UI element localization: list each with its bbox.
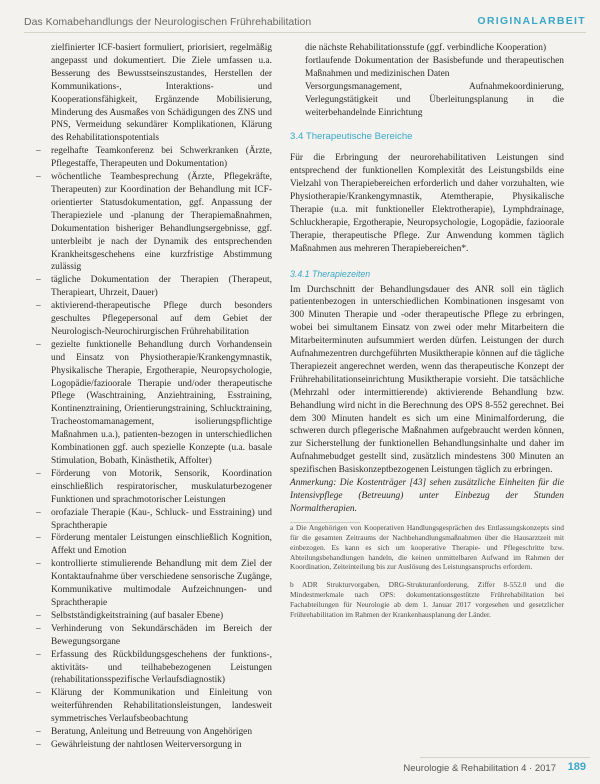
list-item: – tägliche Dokumentation der Therapien (Therapeut, Therapieart, Uhrzeit, Dauer): [36, 274, 272, 300]
measures-list: [36, 145, 272, 752]
intro-paragraph: zielfinierter ICF-basiert formuliert, priorisiert, regelmäßig angepasst und dokumentiert. Die Ziele umfassen u.a. Besserung des Bewusstseinszustandes, Herstellen der Kommunikations-, Interaktions- und Kooperationsfähigkeit, Ergänzende Mobilisierung, Minderung des Ausmaßes von Schädigungen des ZNS und PNS, Vermeidung sekundärer Komplikationen, Klärung des Rehabilitationspotentials: [51, 43, 272, 144]
journal-citation: Neurologie & Rehabilitation 4 · 2017: [403, 763, 556, 774]
subsection-heading: 3.4.1 Therapiezeiten: [290, 268, 371, 279]
list-item: – Selbstständigkeitstraining (auf basaler Ebene): [36, 610, 272, 623]
list-item: – Beratung, Anleitung und Betreuung von Angehörigen: [36, 726, 272, 739]
list-item: – orofaziale Therapie (Kau-, Schluck- und Esstraining) und Sprachtherapie: [36, 507, 272, 533]
list-item: – aktivierend-therapeutische Pflege durch besonders geschultes Pflegepersonal auf dem Gebiet der Neurologisch-Neurochirurgischen Frührehabilitation: [36, 300, 272, 339]
continued-item: die nächste Rehabilitationsstufe (ggf. verbindliche Kooperation): [305, 43, 547, 53]
list-item: – Förderung mentaler Leistungen einschließlich Kognition, Affekt und Emotion: [36, 532, 272, 558]
list-item: – kontrollierte stimulierende Behandlung mit dem Ziel der Kontaktaufnahme über verschiedene sensorische Zugänge, Kommunikative multimodale Aufzeichnungen- und Sprachtherapie: [36, 558, 272, 610]
list-item: – Förderung von Motorik, Sensorik, Koordination einschließlich respiratorischer, muskulaturbezogener Funktionen und sprachmotorischer Leistungen: [36, 468, 272, 507]
subsection-paragraph: Im Durchschnitt der Behandlungsdauer des ANR soll ein täglich patientenbezogen in unterschiedlichen Kombinationen insgesamt von 300 Minuten Therapie und -oder therapeutische Pflege zu erbringen, wobei bei simultanem Einsatz von zwei oder mehr Mitarbeitern die Mitarbeiterminuten aufsummiert werden dürfen. Leistungen der durch Aufnahmezentren durchgeführten Musiktherapie können auf die tägliche Therapiezeit angerechnet werden, wenn das therapeutische Konzept der Frührehabilitationseinrichtung Musiktherapie vorsieht. Die tatsächliche (Mehrzahl oder intermittierende) aktivierende Behandlung bzw. Behandlung wird nicht in die Berechnung des OPS 8-552 gerechnet. Bei dem 300 Minuten handelt es sich um eine Minimalforderung, die schweren durch pflegerische Maßnahmen aufgebraucht werden können, zur Sicherstellung der funktionellen Behandlungsinhalte und daher im Aufnahmebudget gestellt sind, zusätzlich mindestens 300 Minuten an spezifischen Basiskonzeptbezogenen Leistungen täglich zu erbringen.: [290, 284, 564, 476]
section-paragraph: Für die Erbringung der neurorehabilitativen Leistungen sind entsprechend der funktionellen Komplexität des Leistungsbilds eine Vielzahl von Therapiebereichen erforderlich und daher vorzuhalten, wie Physiotherapie/Krankengymnastik, Atemtherapie, Physikalische Therapie (u.a. mit funktioneller Elektrotherapie), Lymphdrainage, Schluckherapie, Ergotherapie, Neuropsychologie, Logopädie, fazioorale Therapie, therapeutische Pflege. Zur Anwendung kommen täglich Maßnahmen aus mehreren Therapiebereichen*.: [290, 153, 564, 254]
running-title: Das Komabehandlungs der Neurologischen Frührehabilitation: [24, 16, 312, 28]
right-column: [290, 42, 564, 620]
page-header: [24, 6, 586, 33]
note-text: Anmerkung: Die Kostenträger [43] sehen zusätzliche Einheiten für die Intensivpflege (Betreuung) unter Einbezug der Stunden Normaltherapien.: [290, 478, 564, 514]
continued-item: Versorgungsmanagement, Aufnahmekoordinierung, Verlegungstätigkeit und Überleitungsplanung in die weiterbehandelnde Einrichtung: [305, 81, 564, 118]
page-footer: [386, 761, 586, 777]
list-item: – wöchentliche Teambesprechung (Ärzte, Pflegekräfte, Therapeuten) zur Koordination der Behandlung mit ICF-orientierter Statusdokumentation, ggf. Anpassung der Therapieziele und -planung der Therapiemaßnahmen, Dokumentation bisheriger Behandlungsergebnisse, ggf. unterbleibt je nach der Dynamik des entsprechenden Krankheitsgeschehens eine kurzfristige Abstimmung zulässig: [36, 171, 272, 274]
list-item: – Verhinderung von Sekundärschäden im Bereich der Bewegungsorgane: [36, 623, 272, 649]
footnote-b: b ADR Strukturvorgaben, DRG-Strukturanforderung, Ziffer 8-552.0 und die Mindestmerkmale nach OPS: dokumentationsgestützte Frührehabilitation bei Fachabteilungen für Neurologie ab dem 1. Januar 2017 vorgesehen und gesetzlicher Frührehabilitation im Rahmen der Krankenhausplanung der Länder.: [290, 580, 564, 620]
footer-divider: [420, 757, 590, 758]
list-item: – Erfassung des Rückbildungsgeschehens der funktions-, aktivitäts- und teilhabebezogenen Leistungen (rehabilitationsspezifische Verlaufsdiagnostik): [36, 649, 272, 688]
list-item: – Gewährleistung der nahtlosen Weiterversorgung in: [36, 739, 272, 752]
section-label: ORIGINALARBEIT: [477, 15, 586, 27]
footnote-a: a Die Angehörigen von Kooperativen Handlungsgesprächen des Entlassungskonzepts sind für die gesamten Zeitraums der Nachbehandlungsmaßnahmen über die Hausarztzeit mit einbezogen. Es kann es sich um kooperative Therapie- und Pflegeschritte bzw. Abteilungsbehandlungen handeln, die keinen unmittelbaren Aufwand im Rahmen der Koordination, Zeiteinteilung bis zur Auslösung des Leistungsanspruchs erfordern.: [290, 522, 564, 572]
page-number: 189: [567, 761, 586, 773]
continued-item: fortlaufende Dokumentation der Basisbefunde und therapeutischen Maßnahmen und medizinischen Daten: [305, 55, 564, 79]
list-item: – Klärung der Kommunikation und Einleitung von weiterführenden Rehabilitationsleistungen, landesweit symmetrisches Verlaufsbeobachtung: [36, 687, 272, 726]
note-paragraph: [290, 477, 564, 516]
left-column: [36, 42, 272, 752]
list-item: – gezielte funktionelle Behandlung durch Vorhandensein und Einsatz von Physiotherapie/Krankengymnastik, Physikalische Therapie, Ergotherapie, Neuropsychologie, Logopädie/fazioorale Therapie und/oder therapeutische Pflege (Waschtraining, Anziehtraining, Esstraining, Kontinenztraining, Orientierungstraining, Schlucktraining, Tracheostomamanagement, isolierungspflichtige Maßnahmen u.a.), patienten-bezogen in unterschiedlichen Kombinationen ggf. auch spezielle Konzepte (u.a. basale Stimulation, Bobath, Kinästhetik, Affolter): [36, 339, 272, 468]
section-heading: 3.4 Therapeutische Bereiche: [290, 131, 413, 143]
continued-list: [290, 42, 564, 119]
list-item: – regelhafte Teamkonferenz bei Schwerkranken (Ärzte, Pflegestaffe, Therapeuten und Dokumentation): [36, 145, 272, 171]
